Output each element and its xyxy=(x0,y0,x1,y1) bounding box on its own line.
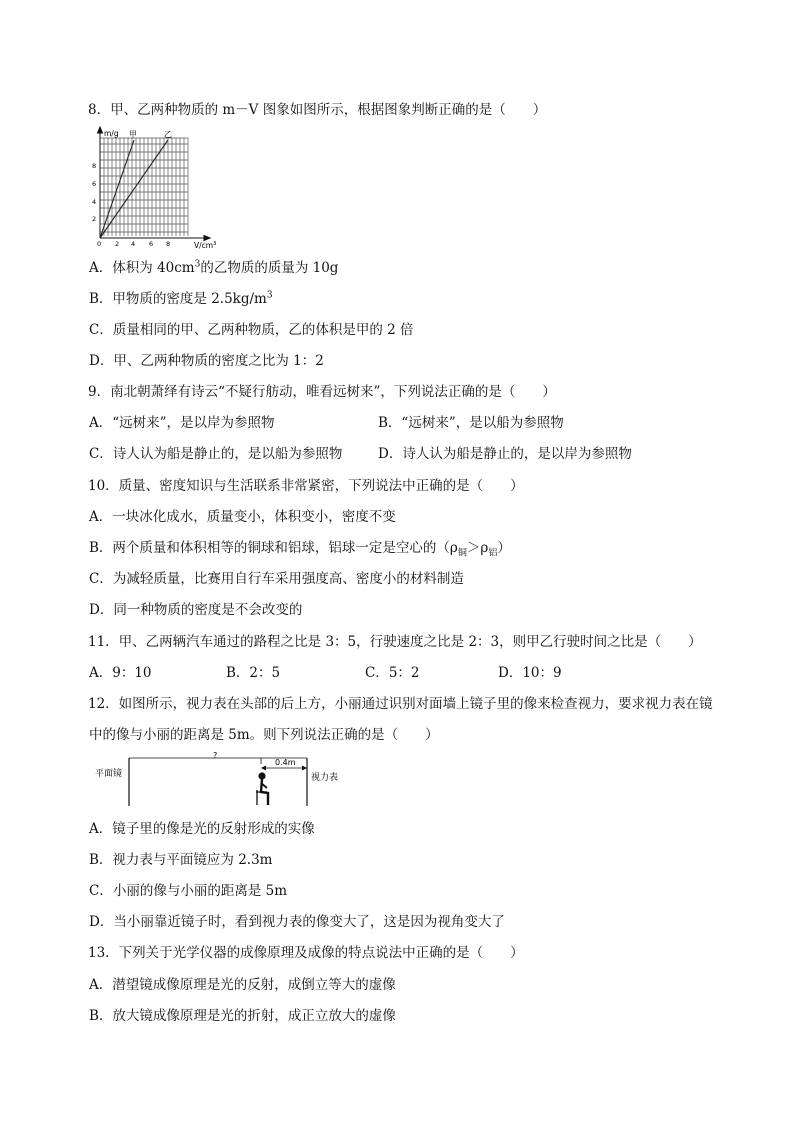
q11-option-b[interactable]: B．2：5 xyxy=(226,665,281,681)
q9-option-b[interactable]: B．“远树来”，是以船为参照物 xyxy=(378,415,564,431)
q13-option-a[interactable]: A．潜望镜成像原理是光的反射，成倒立等大的虚像 xyxy=(89,977,396,993)
q9-option-a[interactable]: A．“远树来”，是以岸为参照物 xyxy=(89,415,275,431)
q8-xtick-2: 2 xyxy=(115,240,120,248)
q8-xtick-4: 4 xyxy=(131,240,136,248)
q8-line-yi xyxy=(100,140,168,238)
q12-seated-person xyxy=(256,772,268,805)
q11-stem: 11．甲、乙两辆汽车通过的路程之比是 3：5，行驶速度之比是 2：3，则甲乙行驶时间之比是（ ） xyxy=(88,634,702,650)
q8-option-b[interactable]: B．甲物质的密度是 $2.5kg/m^3$ xyxy=(89,290,273,307)
q9-option-d[interactable]: D．诗人认为船是静止的，是以岸为参照物 xyxy=(378,446,632,462)
q12-option-b[interactable]: B．视力表与平面镜应为 2.3m xyxy=(89,852,273,868)
q8-label-jia: 甲 xyxy=(129,130,137,139)
q8-graph-svg xyxy=(86,126,236,250)
q8-mv-graph xyxy=(86,126,236,254)
q10-option-d[interactable]: D．同一种物质的密度是不会改变的 xyxy=(89,602,303,618)
q12-arrowhead-right xyxy=(302,766,307,771)
q8-ytick-6: 6 xyxy=(92,180,97,188)
q8-stem: 8．甲、乙两种物质的 m－V 图象如图所示，根据图象判断正确的是（ ） xyxy=(88,102,547,118)
q9-stem: 9．南北朝萧绎有诗云“不疑行舫动，唯看远树来”，下列说法正确的是（ ） xyxy=(88,384,556,400)
q8-xtick-8: 8 xyxy=(166,240,171,248)
q10-option-a[interactable]: A．一块冰化成水，质量变小，体积变小，密度不变 xyxy=(89,509,396,525)
q8-line-jia xyxy=(100,140,134,238)
q12-unknown-distance: ? xyxy=(213,752,218,760)
q11-option-a[interactable]: A．9：10 xyxy=(89,665,152,681)
q8-option-d[interactable]: D．甲、乙两种物质的密度之比为 1：2 xyxy=(89,353,324,369)
q12-known-distance: 0.4m xyxy=(275,758,296,767)
q8-option-a[interactable]: A．体积为 $40cm^3$的乙物质的质量为 10g xyxy=(89,259,339,276)
q8-ytick-2: 2 xyxy=(92,215,97,223)
q9-option-c[interactable]: C．诗人认为船是静止的，是以船为参照物 xyxy=(89,446,343,462)
q10-option-b[interactable]: B．两个质量和体积相等的铜球和铝球，铝球一定是空心的$(\rho_铜>\rho_铝)$ xyxy=(89,540,511,559)
q13-option-b[interactable]: B．放大镜成像原理是光的折射，成正立放大的虚像 xyxy=(89,1008,396,1024)
q11-option-d[interactable]: D．10：9 xyxy=(498,665,562,681)
q8-origin: 0 xyxy=(97,240,102,248)
q10-stem: 10．质量、密度知识与生活联系非常紧密，下列说法中正确的是（ ） xyxy=(88,478,524,494)
q12-mirror-label: 平面镜 xyxy=(95,769,123,779)
q12-chart-label: 视力表 xyxy=(311,773,339,783)
q11-option-c[interactable]: C．5：2 xyxy=(365,665,420,681)
q13-stem: 13．下列关于光学仪器的成像原理及成像的特点说法中正确的是（ ） xyxy=(88,945,524,961)
q8-grid xyxy=(100,138,188,236)
q12-stem-line2: 中的像与小丽的距离是 5m。则下列说法正确的是（ ） xyxy=(89,727,439,743)
q12-stem-line1: 12．如图所示，视力表在头部的后上方，小丽通过识别对面墙上镜子里的像来检查视力，要求视力表在镜 xyxy=(88,696,713,712)
q10-option-c[interactable]: C．为减轻质量，比赛用自行车采用强度高、密度小的材料制造 xyxy=(89,571,464,587)
q12-option-d[interactable]: D．当小丽靠近镜子时，看到视力表的像变大了，这是因为视角变大了 xyxy=(89,914,505,930)
q8-ytick-4: 4 xyxy=(92,198,97,206)
q12-arrowhead-left xyxy=(261,766,266,771)
q8-ytick-8: 8 xyxy=(92,162,97,170)
q12-figure-svg xyxy=(95,752,355,810)
q8-y-axis-label: m/g xyxy=(104,129,119,138)
q12-option-a[interactable]: A．镜子里的像是光的反射形成的实像 xyxy=(89,821,315,837)
q12-option-c[interactable]: C．小丽的像与小丽的距离是 5m xyxy=(89,883,288,899)
q8-label-yi: 乙 xyxy=(164,130,172,139)
q8-option-c[interactable]: C．质量相同的甲、乙两种物质，乙的体积是甲的 2 倍 xyxy=(89,322,414,338)
q8-x-axis-label: $V/cm^3$ xyxy=(194,241,217,250)
q8-xtick-6: 6 xyxy=(149,240,154,248)
q12-eye-test-figure xyxy=(95,752,355,814)
